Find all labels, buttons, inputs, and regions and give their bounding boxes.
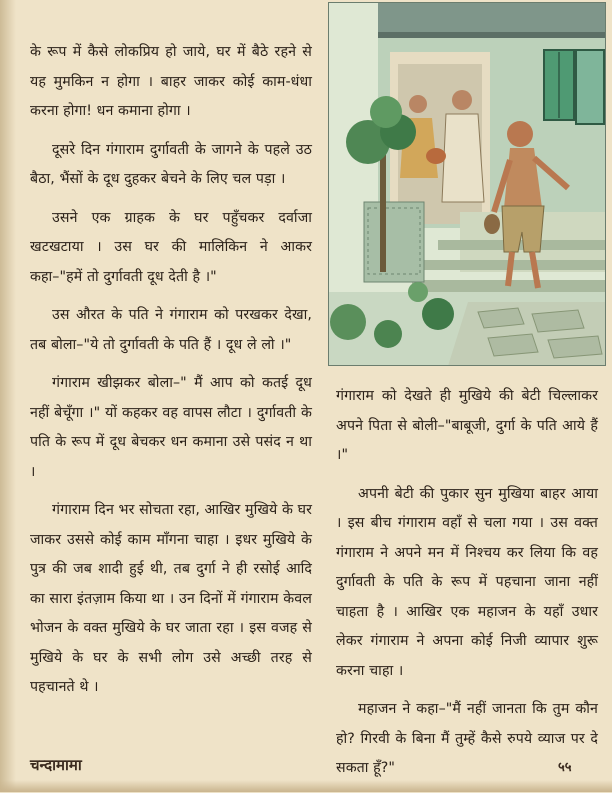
page-number: ५५: [558, 760, 572, 775]
magazine-name: चन्दामामा: [30, 756, 82, 774]
paragraph: उस औरत के पति ने गंगाराम को परखकर देखा, तब बोला–"ये तो दुर्गावती के पति हैं । दूध ले लो ।": [30, 307, 312, 353]
left-text-column: [30, 38, 312, 712]
paragraph: अपनी बेटी की पुकार सुन मुखिया बाहर आया । इस बीच गंगाराम वहाँ से चला गया । उस वक्त गंगाराम ने अपने मन में निश्चय कर लिया कि वह दुर्गावती के पति के रूप में पहचाना जाना नहीं चाहता है । आखिर एक महाजन के यहाँ उधार लेकर गंगाराम ने अपना कोई निजी व्यापार शुरू करना चाहा ।: [336, 485, 598, 679]
paragraph: दूसरे दिन गंगाराम दुर्गावती के जागने के पहले उठ बैठा, भैंसों के दूध दुहकर बेचने के लिए चल पड़ा ।: [30, 141, 312, 187]
page-bottom-shadow: [0, 780, 612, 792]
paragraph: गंगाराम को देखते ही मुखिये की बेटी चिल्लाकर अपने पिता से बोली–"बाबूजी, दुर्गा के पति आये हैं ।": [336, 388, 598, 463]
paragraph: गंगाराम खीझकर बोला–" मैं आप को कतई दूध नहीं बेचूँगा ।" यों कहकर वह वापस लौटा । दुर्गावती के पति के रूप में दूध बेचकर धन कमाना उसे पसंद न था ।: [30, 375, 312, 480]
paragraph: महाजन ने कहा–"मैं नहीं जानता कि तुम कौन हो? गिरवी के बिना मैं तुम्हें कैसे रुपये व्याज पर दे सकता हूँ?": [336, 701, 598, 776]
paragraph: उसने एक ग्राहक के घर पहुँचकर दर्वाजा खटखटाया । उस घर की मालिकिन ने आकर कहा–"हमें तो दुर्गावती दूध देती है ।": [30, 209, 312, 285]
paragraph: गंगाराम दिन भर सोचता रहा, आखिर मुखिये के घर जाकर उससे कोई काम माँगना चाहा । इधर मुखिये के पुत्र की जब शादी हुई थी, तब दुर्गा ने ही रसोई आदि का सारा इंतज़ाम किया था । उन दिनों में गंगाराम केवल भोजन के वक्त मुखिये के घर जाता रहा । इस वजह से मुखिये के घर के सभी लोग उसे अच्छी तरह से पहचानते थे ।: [30, 502, 312, 695]
paragraph: के रूप में कैसे लोकप्रिय हो जाये, घर में बैठे रहने से यह मुमकिन न होगा । बाहर जाकर कोई काम-धंधा करना होगा! धन कमाना होगा ।: [30, 44, 312, 119]
page-edge-shadow: [0, 0, 16, 792]
illustration-house-scene-icon: [328, 2, 606, 366]
right-text-column: [336, 382, 598, 793]
story-illustration: [328, 2, 606, 366]
